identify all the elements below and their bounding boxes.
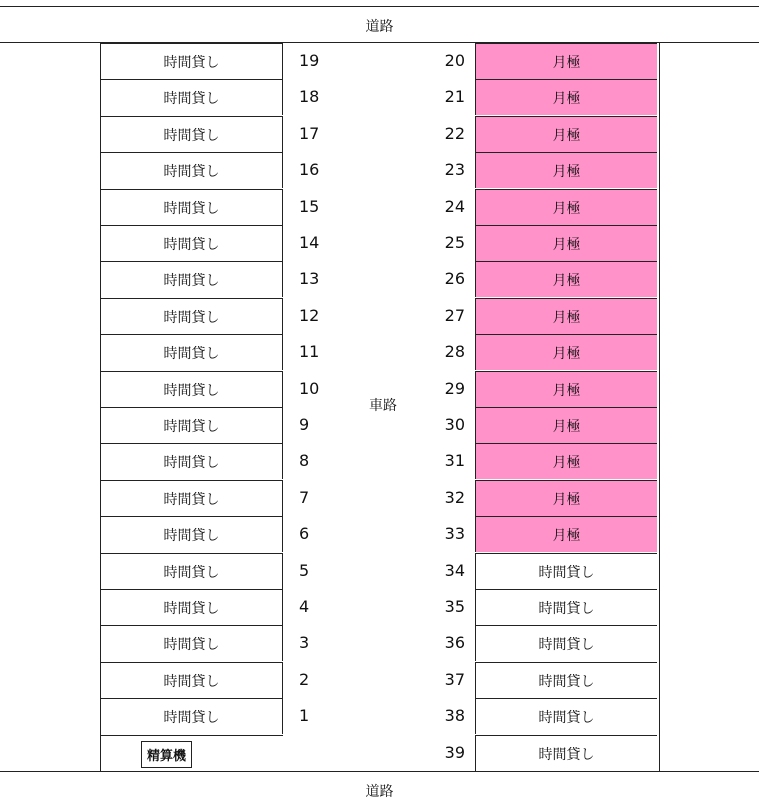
- right-space-34: 時間貸し: [475, 553, 657, 589]
- right-space-number-21: 21: [444, 87, 465, 106]
- right-space-number-37: 37: [444, 670, 465, 689]
- payment-machine: 精算機: [141, 741, 192, 768]
- left-space-4: 時間貸し: [101, 589, 283, 625]
- left-space-number-6: 6: [299, 524, 310, 543]
- left-space-number-11: 11: [299, 342, 320, 361]
- road-bottom-label: 道路: [365, 784, 394, 800]
- right-space-23: 月極: [475, 152, 657, 188]
- right-space-31: 月極: [475, 443, 657, 479]
- right-space-number-23: 23: [444, 160, 465, 179]
- left-space-number-14: 14: [299, 233, 320, 252]
- right-space-37: 時間貸し: [475, 662, 657, 698]
- right-space-number-34: 34: [444, 561, 465, 580]
- left-space-number-2: 2: [299, 670, 310, 689]
- left-space-8: 時間貸し: [101, 443, 283, 479]
- left-space-6: 時間貸し: [101, 516, 283, 552]
- right-space-36: 時間貸し: [475, 625, 657, 661]
- right-space-number-33: 33: [444, 524, 465, 543]
- left-space-number-16: 16: [299, 160, 320, 179]
- left-space-number-9: 9: [299, 415, 310, 434]
- left-space-1: 時間貸し: [101, 698, 283, 734]
- left-space-17: 時間貸し: [101, 116, 283, 152]
- right-space-number-26: 26: [444, 269, 465, 288]
- left-space-number-4: 4: [299, 597, 310, 616]
- road-top-line: [0, 6, 759, 7]
- road-top-label: 道路: [365, 19, 394, 35]
- left-space-12: 時間貸し: [101, 298, 283, 334]
- right-space-number-28: 28: [444, 342, 465, 361]
- left-space-16: 時間貸し: [101, 152, 283, 188]
- aisle-label: 車路: [369, 398, 397, 414]
- right-space-39: 時間貸し: [475, 735, 657, 771]
- left-column-bottom-line: [101, 735, 283, 736]
- left-space-11: 時間貸し: [101, 334, 283, 370]
- right-space-number-36: 36: [444, 633, 465, 652]
- parking-lot: [100, 43, 660, 771]
- right-space-20: 月極: [475, 43, 657, 79]
- right-space-number-30: 30: [444, 415, 465, 434]
- right-space-29: 月極: [475, 371, 657, 407]
- right-space-21: 月極: [475, 79, 657, 115]
- right-space-25: 月極: [475, 225, 657, 261]
- right-space-number-38: 38: [444, 706, 465, 725]
- left-space-number-19: 19: [299, 51, 320, 70]
- right-space-24: 月極: [475, 189, 657, 225]
- left-space-number-5: 5: [299, 561, 310, 580]
- left-space-number-18: 18: [299, 87, 320, 106]
- right-space-number-35: 35: [444, 597, 465, 616]
- right-space-22: 月極: [475, 116, 657, 152]
- right-space-30: 月極: [475, 407, 657, 443]
- right-space-number-20: 20: [444, 51, 465, 70]
- left-space-13: 時間貸し: [101, 261, 283, 297]
- right-space-27: 月極: [475, 298, 657, 334]
- right-space-number-31: 31: [444, 451, 465, 470]
- right-space-32: 月極: [475, 480, 657, 516]
- left-space-number-15: 15: [299, 197, 320, 216]
- left-space-number-3: 3: [299, 633, 310, 652]
- left-space-10: 時間貸し: [101, 371, 283, 407]
- left-space-number-7: 7: [299, 488, 310, 507]
- left-space-7: 時間貸し: [101, 480, 283, 516]
- lot-bottom-line: [0, 771, 759, 772]
- right-space-number-27: 27: [444, 306, 465, 325]
- left-space-15: 時間貸し: [101, 189, 283, 225]
- left-space-18: 時間貸し: [101, 79, 283, 115]
- left-space-number-8: 8: [299, 451, 310, 470]
- right-space-26: 月極: [475, 261, 657, 297]
- left-space-3: 時間貸し: [101, 625, 283, 661]
- right-space-number-24: 24: [444, 197, 465, 216]
- left-space-number-12: 12: [299, 306, 320, 325]
- left-space-5: 時間貸し: [101, 553, 283, 589]
- right-space-number-39: 39: [444, 743, 465, 762]
- left-space-number-13: 13: [299, 269, 320, 288]
- left-space-14: 時間貸し: [101, 225, 283, 261]
- right-space-number-22: 22: [444, 124, 465, 143]
- left-space-2: 時間貸し: [101, 662, 283, 698]
- left-space-number-17: 17: [299, 124, 320, 143]
- right-space-number-29: 29: [444, 379, 465, 398]
- left-space-number-1: 1: [299, 706, 310, 725]
- left-space-9: 時間貸し: [101, 407, 283, 443]
- right-space-28: 月極: [475, 334, 657, 370]
- right-space-35: 時間貸し: [475, 589, 657, 625]
- right-space-number-32: 32: [444, 488, 465, 507]
- right-space-number-25: 25: [444, 233, 465, 252]
- left-space-number-10: 10: [299, 379, 320, 398]
- right-space-33: 月極: [475, 516, 657, 552]
- left-space-19: 時間貸し: [101, 43, 283, 79]
- right-space-38: 時間貸し: [475, 698, 657, 734]
